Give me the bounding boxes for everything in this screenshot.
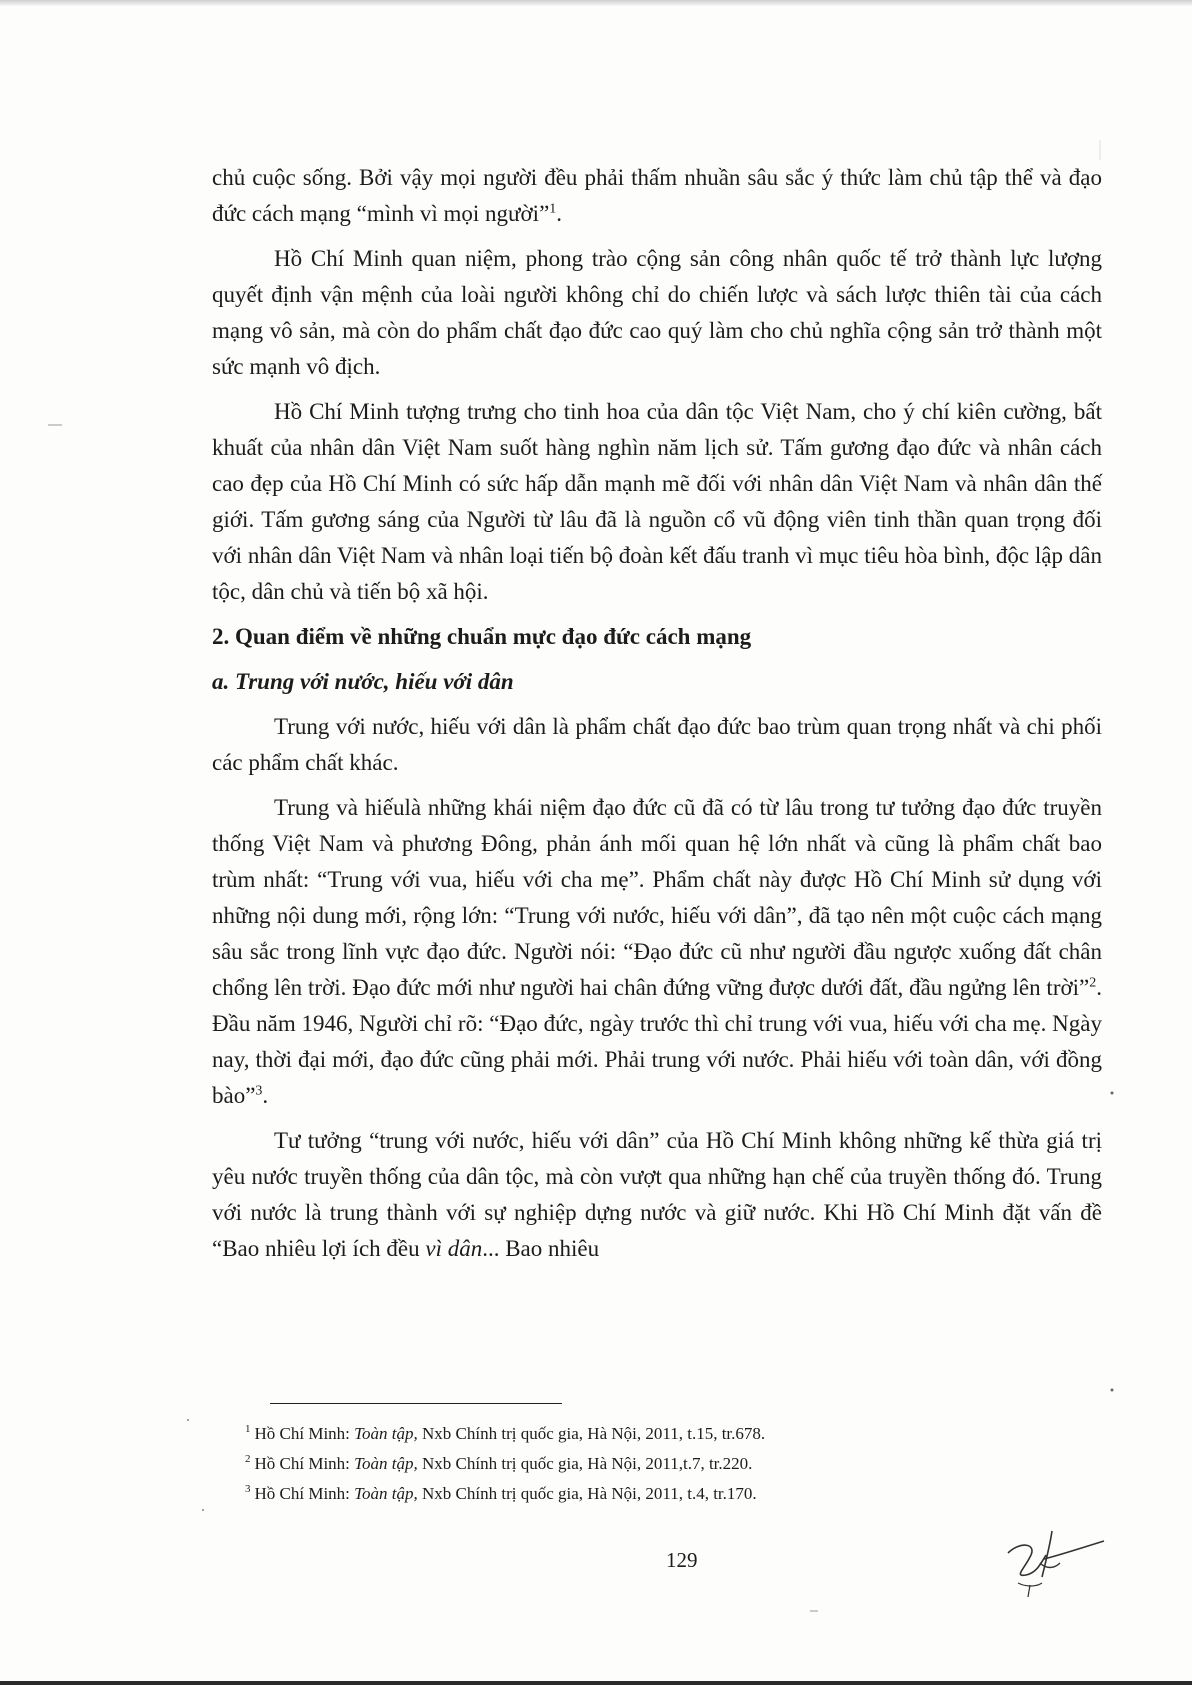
footnote-2-work: Toàn tập, [354, 1454, 418, 1473]
subsection-heading: a. Trung với nước, hiếu với dân [212, 669, 514, 694]
scan-bottom-edge [0, 1681, 1192, 1685]
paragraph-2: Hồ Chí Minh quan niệm, phong trào cộng sản công nhân quốc tế trở thành lực lượng quyết định vận mệnh của loài người không chỉ do chiến lược và sách lược thiên tài của cách mạng vô sản, mà còn do phẩm chất đạo đức cao quý làm cho chủ nghĩa cộng sản trở thành một sức mạnh vô địch. [212, 246, 1102, 379]
paragraph-5-end: . [262, 1083, 269, 1108]
footnote-ref-3: 3 [255, 1083, 263, 1099]
footnote-1-number: 1 [245, 1423, 251, 1436]
paragraph-5-text-b: . Đầu năm 1946, Người chỉ rõ: “Đạo đức, ngày trước thì chỉ trung với vua, hiếu với cha mẹ. Ngày nay, thời đại mới, đạo đức cũng phải mới. Phải trung với nước. Phải hiếu với toàn dân, với đồng bào” [212, 975, 1102, 1108]
footnote-2-number: 2 [245, 1453, 251, 1466]
footnote-3 [245, 1479, 1045, 1509]
section-heading: 2. Quan điểm về những chuẩn mực đạo đức cách mạng [212, 624, 752, 649]
paragraph-5 [212, 790, 1102, 1114]
paragraph-4: Trung với nước, hiếu với dân là phẩm chất đạo đức bao trùm quan trọng nhất và chi phối các phẩm chất khác. [212, 714, 1102, 775]
paragraph-1-end: . [556, 201, 563, 226]
footnote-2 [245, 1449, 1045, 1479]
handwritten-initial-signature [1000, 1525, 1110, 1600]
footnote-3-number: 3 [245, 1483, 251, 1496]
footnote-3-work: Toàn tập, [354, 1484, 418, 1503]
paragraph-1-text: chủ cuộc sống. Bởi vậy mọi người đều phải thấm nhuần sâu sắc ý thức làm chủ tập thể và đạo đức cách mạng “mình vì mọi người” [212, 165, 1102, 226]
page-number: 129 [666, 1548, 698, 1572]
footnote-3-rest: Nxb Chính trị quốc gia, Hà Nội, 2011, t.4, tr.170. [417, 1484, 757, 1503]
paragraph-1 [212, 160, 1102, 232]
scan-top-edge [0, 0, 1192, 6]
footnote-separator [270, 1403, 562, 1404]
footnote-1 [245, 1419, 1045, 1449]
footnote-1-work: Toàn tập, [354, 1424, 418, 1443]
footnote-1-author: Hồ Chí Minh: [254, 1424, 355, 1443]
paragraph-3: Hồ Chí Minh tượng trưng cho tinh hoa của dân tộc Việt Nam, cho ý chí kiên cường, bất khuất của nhân dân Việt Nam suốt hàng nghìn năm lịch sử. Tấm gương đạo đức và nhân cách cao đẹp của Hồ Chí Minh có sức hấp dẫn mạnh mẽ đối với nhân dân Việt Nam và nhân dân thế giới. Tấm gương sáng của Người từ lâu đã là nguồn cổ vũ động viên tinh thần quan trọng đối với nhân dân Việt Nam và nhân loại tiến bộ đoàn kết đấu tranh vì mục tiêu hòa bình, độc lập dân tộc, dân chủ và tiến bộ xã hội. [212, 399, 1102, 604]
paragraph-6-text-a: Tư tưởng “trung với nước, hiếu với dân” của Hồ Chí Minh không những kế thừa giá trị yêu nước truyền thống của dân tộc, mà còn vượt qua những hạn chế của truyền thống đó. Trung với nước là trung thành với sự nghiệp dựng nước và giữ nước. Khi Hồ Chí Minh đặt vấn đề “Bao nhiêu lợi ích đều [212, 1128, 1102, 1261]
footnotes [245, 1419, 1045, 1509]
footnote-ref-2: 2 [1089, 975, 1097, 991]
paragraph-6-italic: vì dân [425, 1236, 483, 1261]
paragraph-6-text-b: ... Bao nhiêu [482, 1236, 600, 1261]
footnote-ref-1: 1 [549, 201, 557, 217]
body-text [212, 160, 1102, 1276]
footnote-1-rest: Nxb Chính trị quốc gia, Hà Nội, 2011, t.15, tr.678. [417, 1424, 766, 1443]
footnote-2-author: Hồ Chí Minh: [254, 1454, 355, 1473]
paragraph-5-text-a: Trung và hiếulà những khái niệm đạo đức cũ đã có từ lâu trong tư tưởng đạo đức truyền thống Việt Nam và phương Đông, phản ánh mối quan hệ lớn nhất và cũng là phẩm chất bao trùm nhất: “Trung với vua, hiếu với cha mẹ”. Phẩm chất này được Hồ Chí Minh sử dụng với những nội dung mới, rộng lớn: “Trung với nước, hiếu với dân”, đã tạo nên một cuộc cách mạng sâu sắc trong lĩnh vực đạo đức. Người nói: “Đạo đức cũ như người đầu ngược xuống đất chân chổng lên trời. Đạo đức mới như người hai chân đứng vững được dưới đất, đầu ngửng lên trời” [212, 795, 1102, 1000]
footnote-2-rest: Nxb Chính trị quốc gia, Hà Nội, 2011,t.7, tr.220. [417, 1454, 753, 1473]
footnote-3-author: Hồ Chí Minh: [254, 1484, 355, 1503]
paragraph-6 [212, 1123, 1102, 1267]
